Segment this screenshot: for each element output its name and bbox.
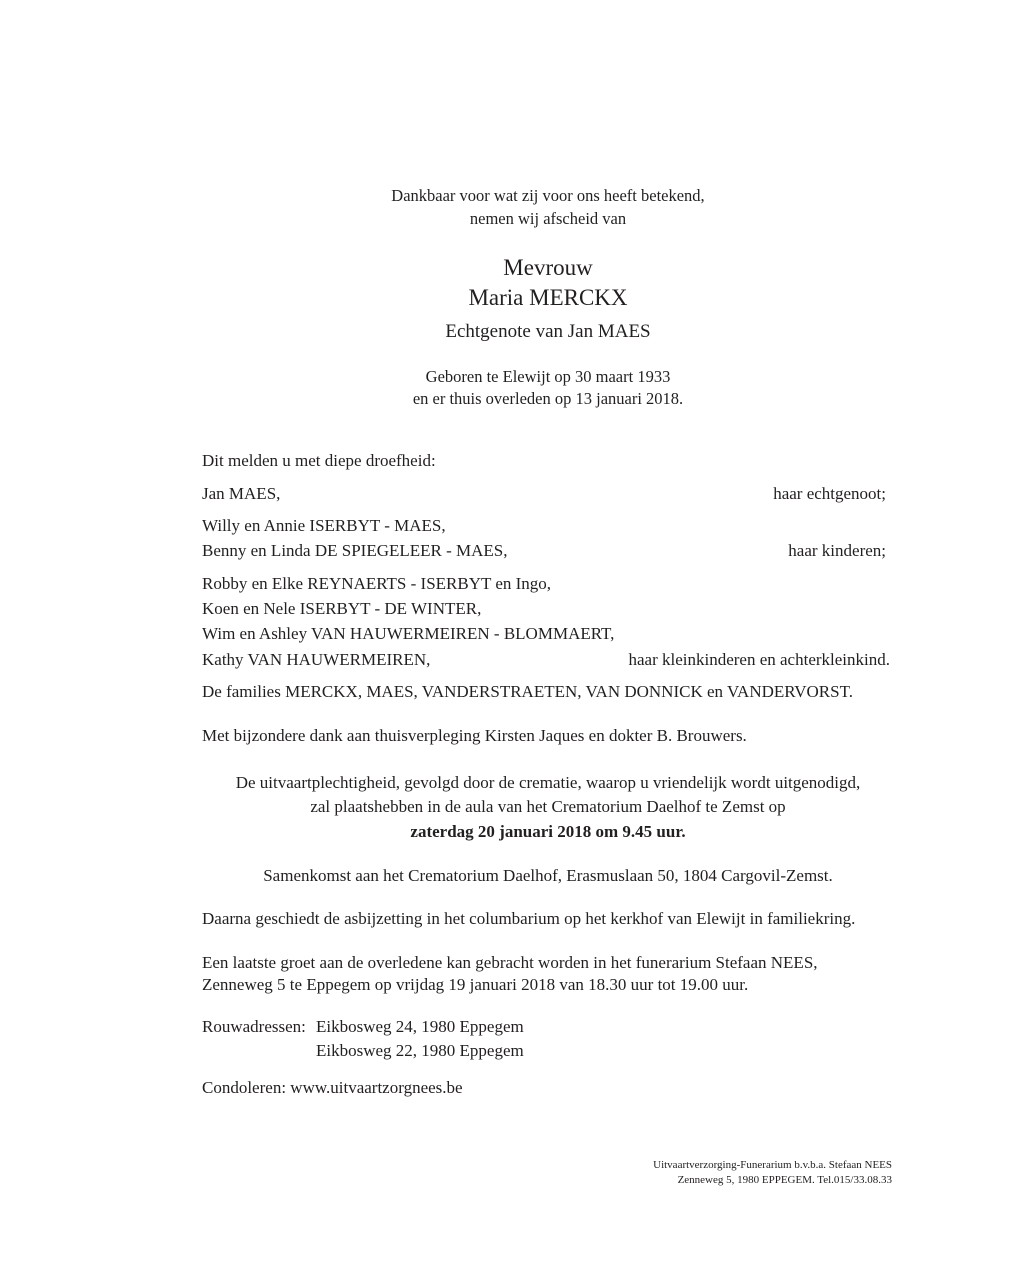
- ceremony-line-2: zal plaatshebben in de aula van het Crematorium Daelhof te Zemst op: [310, 797, 786, 816]
- columbarium-line: Daarna geschiedt de asbijzetting in het columbarium op het kerkhof van Elewijt in familiekring.: [202, 909, 856, 928]
- meeting-line: Samenkomst aan het Crematorium Daelhof, Erasmuslaan 50, 1804 Cargovil-Zemst.: [263, 866, 833, 885]
- ceremony-date: zaterdag 20 januari 2018 om 9.45 uur.: [410, 822, 686, 841]
- spouse-name: Jan MAES,: [202, 484, 281, 503]
- families-line: De families MERCKX, MAES, VANDERSTRAETEN, VAN DONNICK en VANDERVORST.: [202, 682, 853, 701]
- ceremony-line-1: De uitvaartplechtigheid, gevolgd door de crematie, waarop u vriendelijk wordt uitgenodigd,: [235, 773, 861, 792]
- address-1: Eikbosweg 24, 1980 Eppegem: [316, 1017, 524, 1036]
- address-2: Eikbosweg 22, 1980 Eppegem: [316, 1041, 524, 1060]
- mourners-heading: Dit melden u met diepe droefheid:: [202, 451, 436, 470]
- footer-address: Zenneweg 5, 1980 EPPEGEM. Tel.015/33.08.33: [677, 1174, 892, 1186]
- farewell-line-1: Een laatste groet aan de overledene kan gebracht worden in het funerarium Stefaan NEES,: [202, 953, 818, 972]
- condolences-line: Condoleren: www.uitvaartzorgnees.be: [202, 1078, 463, 1097]
- death-info: en er thuis overleden op 13 januari 2018.: [412, 389, 684, 408]
- footer-company: Uitvaartverzorging-Funerarium b.v.b.a. Stefaan NEES: [653, 1159, 892, 1171]
- thanks-line: Met bijzondere dank aan thuisverpleging Kirsten Jaques en dokter B. Brouwers.: [202, 726, 747, 745]
- grandchild-line: Wim en Ashley VAN HAUWERMEIREN - BLOMMAERT,: [202, 624, 615, 643]
- spouse-role: haar echtgenoot;: [773, 484, 886, 503]
- grandchild-line: Robby en Elke REYNAERTS - ISERBYT en Ingo,: [202, 574, 552, 593]
- intro-line-2: nemen wij afscheid van: [469, 209, 627, 228]
- grandchildren-role: haar kleinkinderen en achterkleinkind.: [628, 650, 890, 669]
- addresses-label: Rouwadressen:: [202, 1017, 306, 1036]
- grandchild-line: Koen en Nele ISERBYT - DE WINTER,: [202, 599, 482, 618]
- child-line: Willy en Annie ISERBYT - MAES,: [202, 516, 446, 535]
- children-role: haar kinderen;: [788, 541, 886, 560]
- child-line: Benny en Linda DE SPIEGELEER - MAES,: [202, 541, 508, 560]
- intro-line-1: Dankbaar voor wat zij voor ons heeft betekend,: [391, 186, 705, 205]
- deceased-spouse: Echtgenote van Jan MAES: [445, 321, 651, 342]
- grandchild-line: Kathy VAN HAUWERMEIREN,: [202, 650, 431, 669]
- deceased-name: Maria MERCKX: [468, 285, 628, 310]
- farewell-line-2: Zenneweg 5 te Eppegem op vrijdag 19 januari 2018 van 18.30 uur tot 19.00 uur.: [202, 975, 749, 994]
- deceased-title: Mevrouw: [503, 255, 593, 280]
- birth-info: Geboren te Elewijt op 30 maart 1933: [425, 367, 671, 386]
